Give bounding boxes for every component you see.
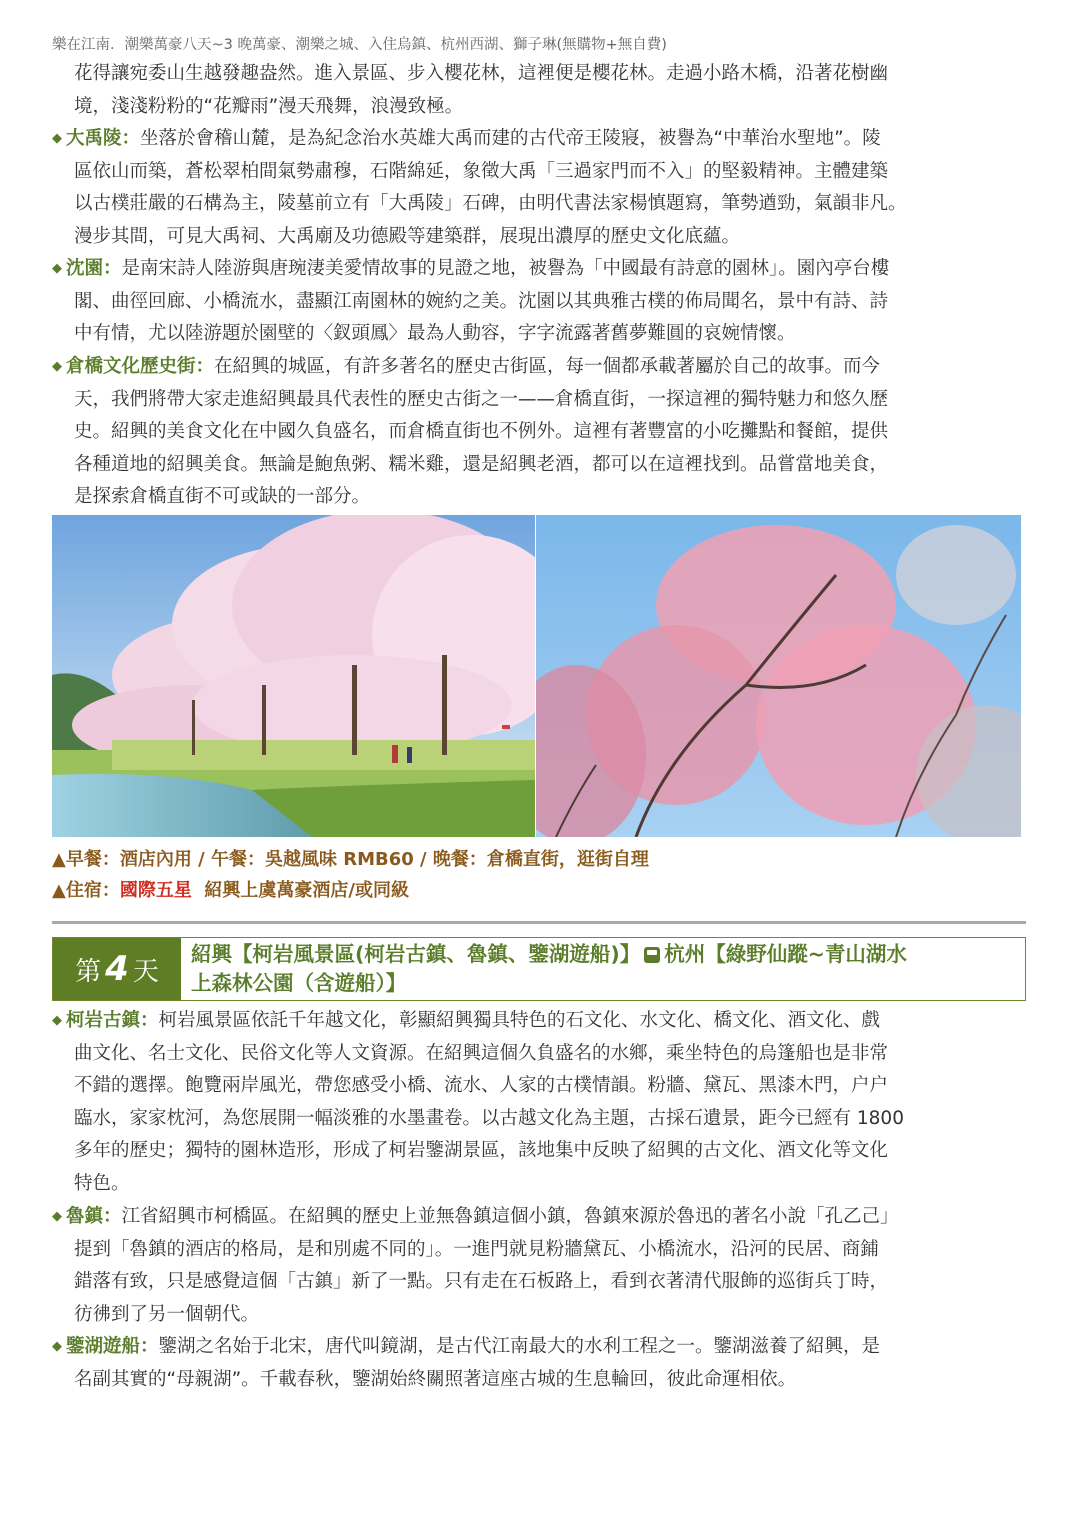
hotel-grade: 國際五星 bbox=[119, 880, 192, 901]
text-line: 提到「魯鎮的酒店的格局，是和別處不同的」。一進門就見粉牆黛瓦、小橋流水，沿河的民居、商鋪 bbox=[74, 1238, 879, 1260]
section-term: 大禹陵： bbox=[66, 128, 141, 149]
section-term: 鑒湖遊船： bbox=[66, 1336, 159, 1357]
bullet-icon: ◆ bbox=[52, 1013, 62, 1028]
section-term: 倉橋文化歷史街： bbox=[66, 356, 215, 377]
bullet-icon: ◆ bbox=[52, 359, 62, 374]
text-line: 各種道地的紹興美食。無論是鮑魚粥、糯米雞，還是紹興老酒，都可以在這裡找到。品嘗當地美食， bbox=[74, 453, 889, 475]
text-line: 名副其實的“母親湖”。千載春秋，鑒湖始終關照著這座古城的生息輪回，彼此命運相依。 bbox=[74, 1368, 797, 1390]
text-line: 境，淺淺粉粉的“花瓣雨”漫天飛舞，浪漫致極。 bbox=[74, 95, 464, 117]
bus-icon bbox=[644, 947, 660, 963]
text-line: 曲文化、名士文化、民俗文化等人文資源。在紹興這個久負盛名的水鄉，乘坐特色的烏篷船也是非常 bbox=[74, 1042, 889, 1064]
section-term: 沈園： bbox=[66, 258, 122, 279]
text-line: 區依山而築，蒼松翠柏間氣勢肅穆，石階綿延，象徵大禹「三過家門而不入」的堅毅精神。主體建築 bbox=[74, 160, 889, 182]
hotel-prefix: ▲住宿： bbox=[52, 880, 120, 901]
hotel-line bbox=[52, 876, 409, 902]
text-line: 柯岩風景區依託千年越文化，彰顯紹興獨具特色的石文化、水文化、橋文化、酒文化、戲 bbox=[158, 1010, 881, 1031]
text-line: 錯落有致，只是感覺這個「古鎮」新了一點。只有走在石板路上，看到衣著清代服飾的巡街兵丁時， bbox=[74, 1271, 889, 1292]
cherry-blossom-avenue-photo bbox=[52, 515, 535, 837]
day-title-part: 杭州【綠野仙蹤~青山湖水 bbox=[664, 942, 907, 966]
text-line: 鑒湖之名始于北宋，唐代叫鏡湖，是古代江南最大的水利工程之一。鑒湖滋養了紹興，是 bbox=[158, 1336, 881, 1357]
bullet-icon: ◆ bbox=[52, 261, 62, 276]
pink-blossom-branches-photo bbox=[536, 515, 1021, 837]
section-lu-town bbox=[52, 1201, 1037, 1331]
section-keyan-town bbox=[52, 1005, 1037, 1200]
day-title-part: 上森林公園（含遊船）】 bbox=[191, 971, 407, 995]
bullet-icon: ◆ bbox=[52, 131, 62, 146]
text-line: 多年的歷史；獨特的園林造形，形成了柯岩鑒湖景區，該地集中反映了紹興的古文化、酒文化等文化 bbox=[74, 1140, 889, 1161]
day-label-suffix: 天 bbox=[132, 956, 159, 987]
bullet-icon: ◆ bbox=[52, 1209, 62, 1224]
section-cangqiao-street bbox=[52, 351, 1037, 514]
section-term: 魯鎮： bbox=[66, 1206, 122, 1227]
day-title-part: 紹興【柯岩風景區(柯岩古鎮、魯鎮、鑒湖遊船)】 bbox=[191, 942, 641, 966]
page-header: 樂在江南．潮樂萬豪八天~3 晚萬豪、潮樂之城、入住烏鎮、杭州西湖、獅子琳(無購物+無自費) bbox=[52, 37, 667, 53]
section-shen-garden bbox=[52, 253, 1037, 351]
text-line: 中有情，尤以陸游題於園壁的〈釵頭鳳〉最為人動容，字字流露著舊夢難圓的哀婉情懷。 bbox=[74, 323, 796, 344]
text-line: 江省紹興市柯橋區。在紹興的歷史上並無魯鎮這個小鎮，魯鎮來源於魯迅的著名小說「孔乙己」 bbox=[121, 1206, 899, 1227]
day-title bbox=[191, 940, 1021, 998]
text-line: 天，我們將帶大家走進紹興最具代表性的歷史古街之一——倉橋直街，一探這裡的獨特魅力和悠久歷 bbox=[74, 388, 889, 410]
section-dayu-mausoleum bbox=[52, 123, 1037, 253]
text-line: 以古樸莊嚴的石構為主，陵墓前立有「大禹陵」石碑，由明代書法家楊慎題寫，筆勢遒勁，氣韻非凡。 bbox=[74, 193, 907, 214]
day-number: 4 bbox=[105, 949, 129, 989]
section-jianhu-cruise bbox=[52, 1331, 1037, 1396]
bullet-icon: ◆ bbox=[52, 1339, 62, 1354]
text-line: 彷彿到了另一個朝代。 bbox=[74, 1303, 260, 1325]
text-line: 是南宋詩人陸游與唐琬淒美愛情故事的見證之地，被譽為「中國最有詩意的園林」。園內亭台樓 bbox=[121, 258, 890, 279]
day-label-prefix: 第 bbox=[75, 956, 102, 987]
text-line: 花得讓宛委山生越發趣盎然。進入景區、步入櫻花林，這裡便是櫻花林。走過小路木橋，沿著花樹幽 bbox=[74, 63, 889, 84]
text-line: 是探索倉橋直街不可或缺的一部分。 bbox=[74, 486, 371, 507]
day-label bbox=[53, 938, 181, 1000]
text-line: 閣、曲徑回廊、小橋流水，盡顯江南園林的婉約之美。沈園以其典雅古樸的佈局聞名，景中有詩、詩 bbox=[74, 290, 889, 312]
text-line: 特色。 bbox=[74, 1172, 130, 1194]
hotel-name: 紹興上虞萬豪酒店/或同級 bbox=[204, 880, 409, 901]
text-line: 史。紹興的美食文化在中國久負盛名，而倉橋直街也不例外。這裡有著豐富的小吃攤點和餐館，提供 bbox=[74, 421, 889, 442]
section-divider bbox=[52, 921, 1026, 924]
text-line: 不錯的選擇。飽覽兩岸風光，帶您感受小橋、流水、人家的古樸情韻。粉牆、黛瓦、黑漆木門，户户 bbox=[74, 1075, 889, 1096]
day-header bbox=[52, 937, 1026, 1001]
text-line: 漫步其間，可見大禹祠、大禹廟及功德殿等建築群，展現出濃厚的歷史文化底蘊。 bbox=[74, 225, 741, 247]
intro-paragraph bbox=[52, 58, 1037, 123]
meals-line: ▲早餐：酒店內用 / 午餐：吳越風味 RMB60 / 晚餐：倉橋直街，逛街自理 bbox=[52, 849, 649, 870]
text-line: 在紹興的城區，有許多著名的歷史古街區，每一個都承載著屬於自己的故事。而今 bbox=[214, 356, 881, 377]
section-term: 柯岩古鎮： bbox=[66, 1010, 159, 1031]
text-line: 坐落於會稽山麓，是為紀念治水英雄大禹而建的古代帝王陵寢，被譽為“中華治水聖地”。陵 bbox=[140, 128, 881, 149]
text-line: 臨水，家家枕河，為您展開一幅淡雅的水墨畫卷。以古越文化為主題，古採石遺景，距今已經有 1800 bbox=[74, 1107, 904, 1129]
